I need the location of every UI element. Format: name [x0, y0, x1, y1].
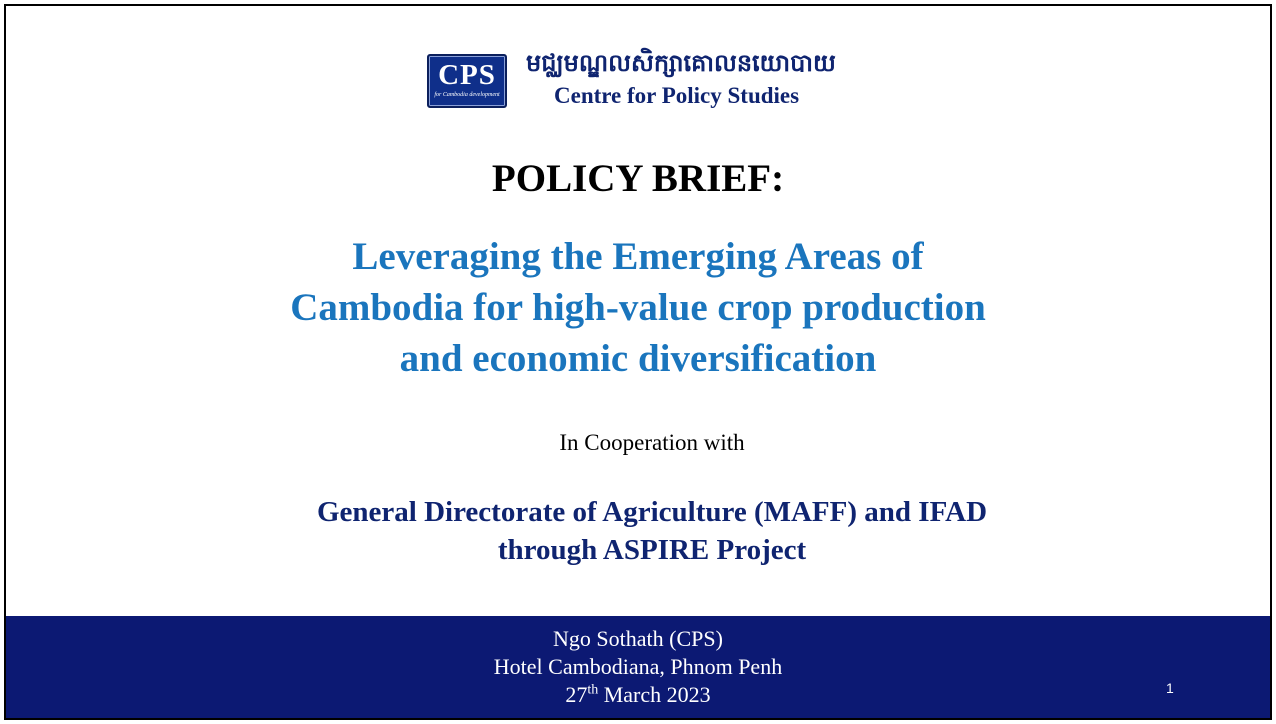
slide-heading: POLICY BRIEF: — [491, 157, 785, 200]
presentation-date — [6, 681, 1270, 709]
presenter-name: Ngo Sothath (CPS) — [553, 626, 723, 651]
cooperation-label: In Cooperation with — [559, 430, 745, 455]
title-line: and economic diversification — [399, 337, 877, 380]
footer-band — [6, 616, 1270, 718]
slide — [4, 4, 1272, 720]
slide-title — [6, 231, 1270, 384]
date-day: 27 — [565, 682, 588, 707]
organization-name-khmer: មជ្ឈមណ្ឌលសិក្សាគោលនយោបាយ — [526, 49, 836, 77]
organization-name-english: Centre for Policy Studies — [554, 83, 800, 108]
venue: Hotel Cambodiana, Phnom Penh — [493, 654, 783, 679]
logo-tagline: for Cambodia development — [434, 92, 500, 98]
partner-line: through ASPIRE Project — [497, 534, 807, 566]
date-month-year: March 2023 — [598, 682, 711, 707]
footer-details — [6, 625, 1270, 709]
date-suffix: th — [587, 682, 599, 698]
partner-block — [6, 493, 1272, 569]
partner-line: General Directorate of Agriculture (MAFF) and IFAD — [316, 496, 988, 528]
logo-abbreviation: CPS — [438, 59, 496, 91]
cps-logo — [427, 54, 507, 108]
page-number: 1 — [1166, 680, 1174, 696]
title-line: Cambodia for high-value crop production — [290, 286, 986, 329]
title-line: Leveraging the Emerging Areas of — [352, 235, 924, 278]
